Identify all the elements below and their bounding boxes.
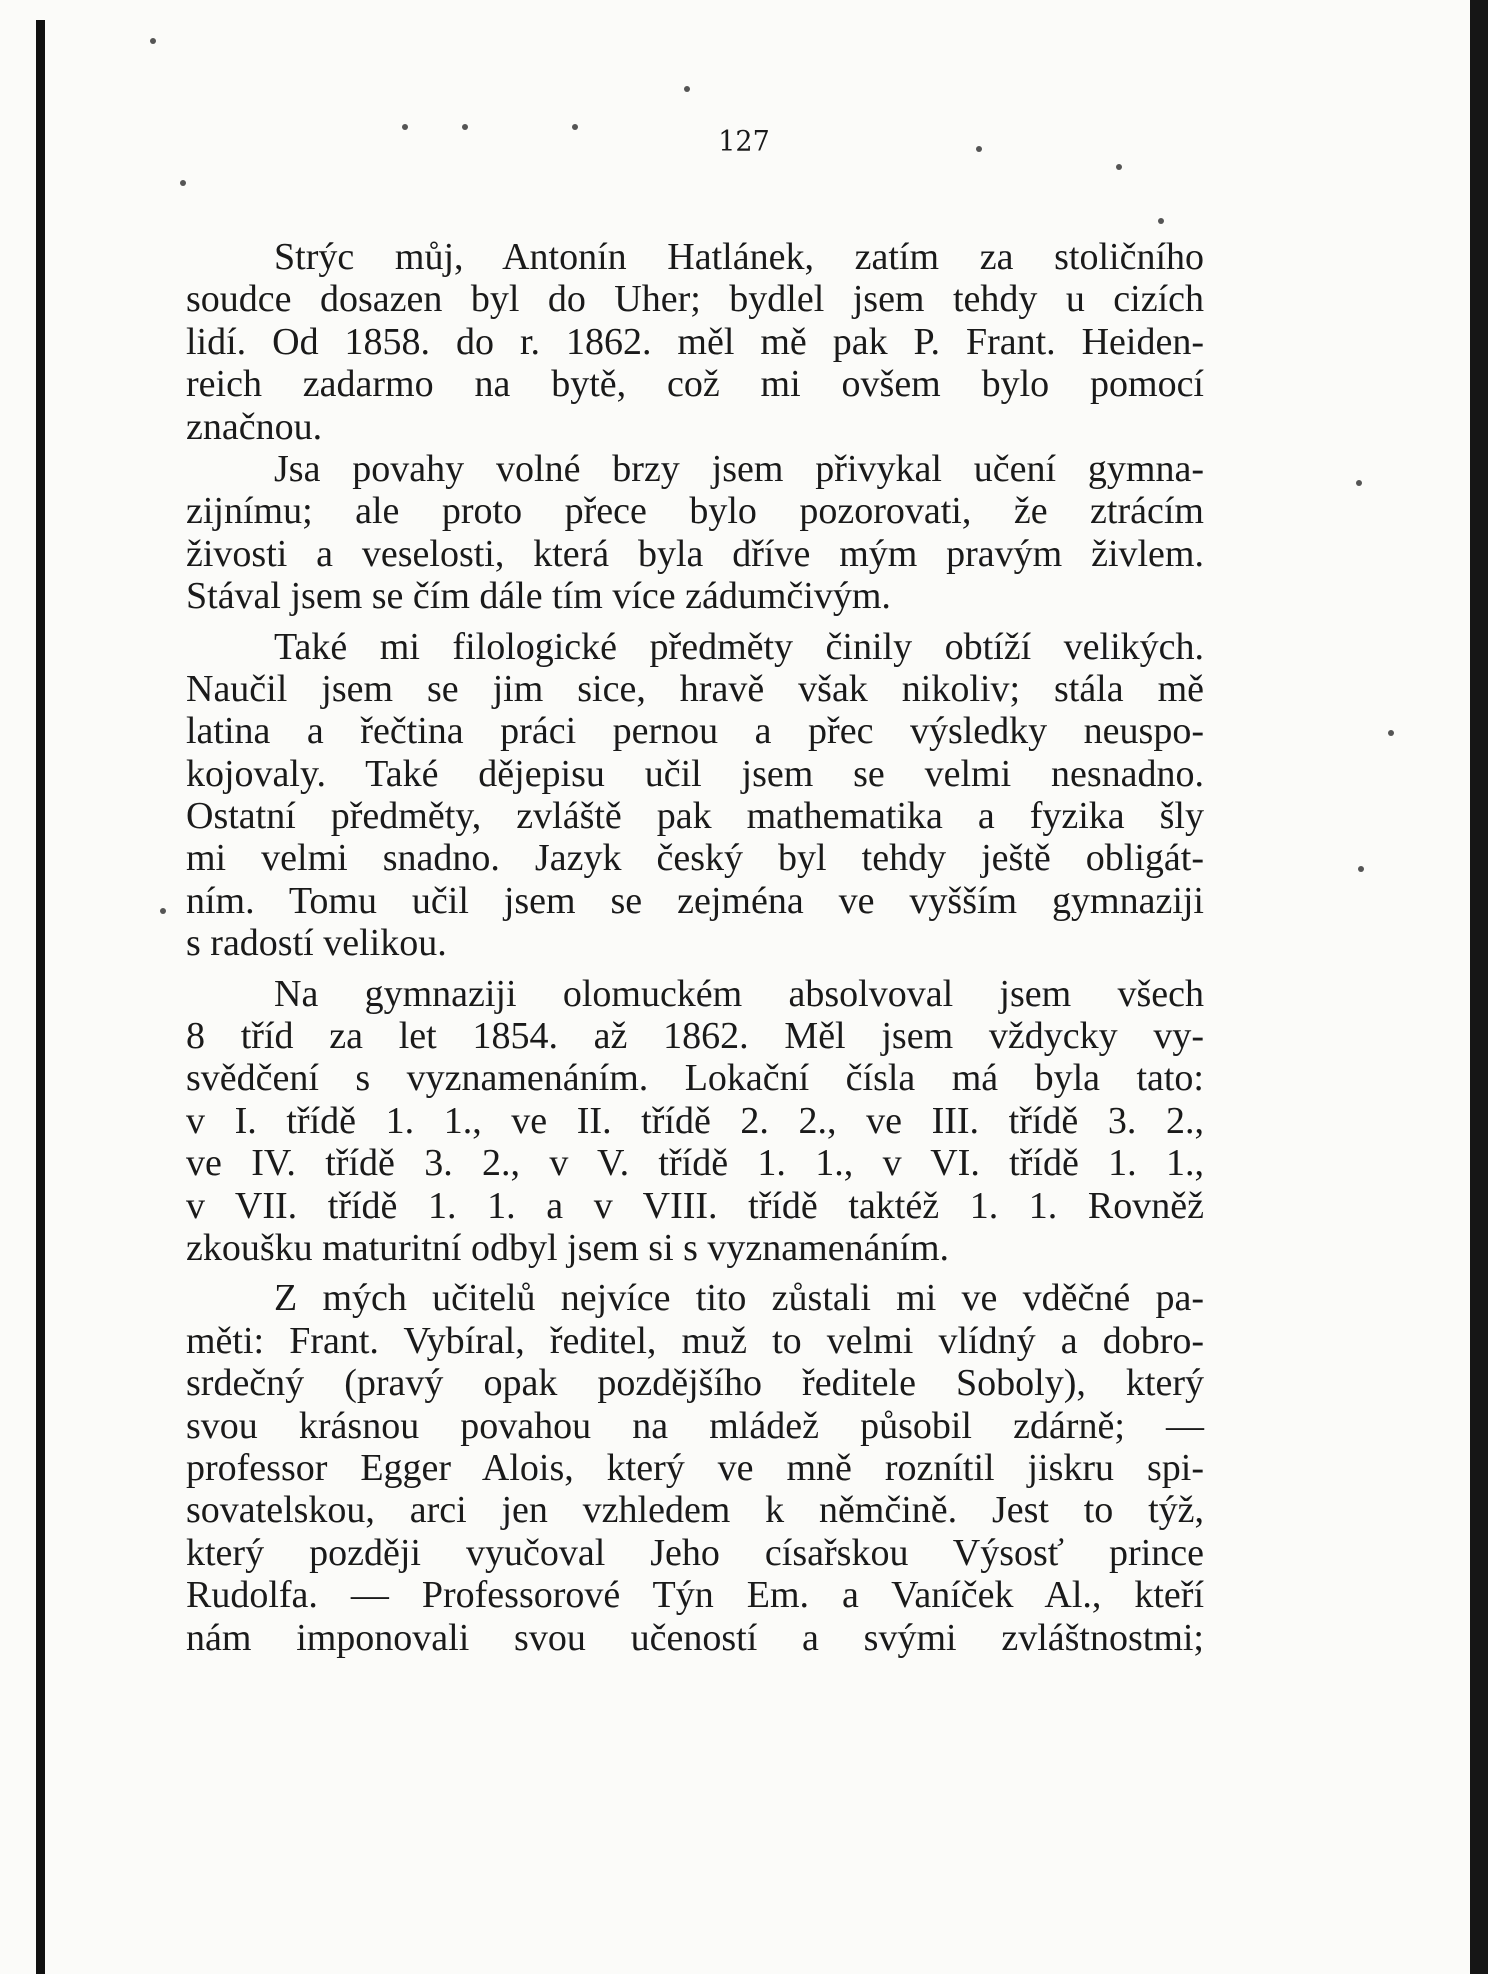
text-line: Stával jsem se čím dále tím více zádumčivým.: [186, 575, 891, 618]
text-line: živosti a veselosti, která byla dříve mým pravým živlem.: [186, 532, 1204, 575]
text-line: Také mi filologické předměty činily obtíží velikých.: [274, 625, 1204, 668]
text-line: 8 tříd za let 1854. až 1862. Měl jsem vždycky vy-: [186, 1015, 1204, 1058]
text-line: kojovaly. Také dějepisu učil jsem se velmi nesnadno.: [186, 752, 1204, 795]
text-line: Jsa povahy volné brzy jsem přivykal učení gymna-: [274, 447, 1204, 490]
text-line: ve IV. třídě 3. 2., v V. třídě 1. 1., v VI. třídě 1. 1.,: [186, 1142, 1204, 1185]
paragraph: [186, 1277, 1204, 1659]
text-line: v VII. třídě 1. 1. a v VIII. třídě taktéž 1. 1. Rovněž: [186, 1184, 1204, 1227]
text-line: s radostí velikou.: [186, 922, 447, 965]
text-line: který později vyučoval Jeho císařskou Výsosť prince: [186, 1531, 1204, 1574]
left-binding-edge: [36, 20, 45, 1974]
body-text: [186, 236, 1204, 1659]
scan-speck: [1356, 480, 1362, 486]
text-line: nám imponovali svou učeností a svými zvláštnostmi;: [186, 1616, 1204, 1659]
text-line: lidí. Od 1858. do r. 1862. měl mě pak P. Frant. Heiden-: [186, 320, 1204, 363]
right-page-edge: [1470, 0, 1488, 1974]
scan-speck: [1388, 730, 1394, 736]
text-line: Z mých učitelů nejvíce tito zůstali mi ve vděčné pa-: [274, 1277, 1204, 1320]
text-line: měti: Frant. Vybíral, ředitel, muž to velmi vlídný a dobro-: [186, 1319, 1204, 1362]
paragraph: [186, 236, 1204, 448]
text-line: v I. třídě 1. 1., ve II. třídě 2. 2., ve III. třídě 3. 2.,: [186, 1099, 1204, 1142]
text-line: soudce dosazen byl do Uher; bydlel jsem tehdy u cizích: [186, 278, 1204, 321]
text-line: svědčení s vyznamenáním. Lokační čísla má byla tato:: [186, 1057, 1204, 1100]
scan-speck: [1158, 218, 1164, 224]
text-line: mi velmi snadno. Jazyk český byl tehdy ještě obligát-: [186, 837, 1204, 880]
paragraph: [186, 973, 1204, 1270]
paragraph: [186, 626, 1204, 965]
scan-speck: [150, 38, 156, 44]
text-line: srdečný (pravý opak pozdějšího ředitele Soboly), který: [186, 1362, 1204, 1405]
scan-speck: [160, 908, 166, 914]
text-line: sovatelskou, arci jen vzhledem k němčině. Jest to týž,: [186, 1489, 1204, 1532]
scan-speck: [684, 86, 690, 92]
scan-speck: [1116, 164, 1122, 170]
text-line: reich zadarmo na bytě, což mi ovšem bylo pomocí: [186, 363, 1204, 406]
text-line: zkoušku maturitní odbyl jsem si s vyznamenáním.: [186, 1226, 950, 1269]
scan-speck: [1358, 866, 1364, 872]
text-line: Ostatní předměty, zvláště pak mathematika a fyzika šly: [186, 795, 1204, 838]
text-line: latina a řečtina práci pernou a přec výsledky neuspo-: [186, 710, 1204, 753]
page-number: 127: [718, 125, 770, 158]
text-line: značnou.: [186, 405, 323, 448]
text-line: Naučil jsem se jim sice, hravě však nikoliv; stála mě: [186, 667, 1204, 710]
paragraph: [186, 448, 1204, 618]
text-line: ním. Tomu učil jsem se zejména ve vyšším gymnaziji: [186, 879, 1204, 922]
text-line: zijnímu; ale proto přece bylo pozorovati, že ztrácím: [186, 490, 1204, 533]
text-line: Strýc můj, Antonín Hatlánek, zatím za stoličního: [274, 236, 1204, 278]
text-line: Rudolfa. — Professorové Týn Em. a Vaníček Al., kteří: [186, 1574, 1204, 1617]
text-line: svou krásnou povahou na mládež působil zdárně; —: [186, 1404, 1204, 1447]
text-line: Na gymnaziji olomuckém absolvoval jsem všech: [274, 972, 1204, 1015]
scan-speck: [180, 180, 186, 186]
text-line: professor Egger Alois, který ve mně roznítil jiskru spi-: [186, 1446, 1204, 1489]
